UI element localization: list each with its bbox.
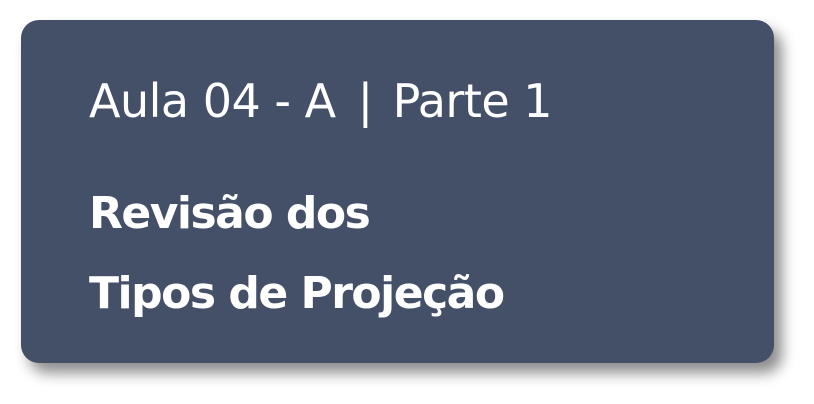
lesson-title	[89, 174, 504, 334]
lesson-title-line-1: Revisão dos	[89, 188, 370, 239]
lesson-card	[21, 20, 774, 363]
lesson-header	[89, 74, 553, 128]
lesson-title-line-2: Tipos de Projeção	[89, 268, 504, 319]
header-separator: |	[357, 74, 373, 128]
lesson-number: Aula 04 - A	[89, 74, 336, 128]
lesson-part: Parte 1	[392, 74, 553, 128]
